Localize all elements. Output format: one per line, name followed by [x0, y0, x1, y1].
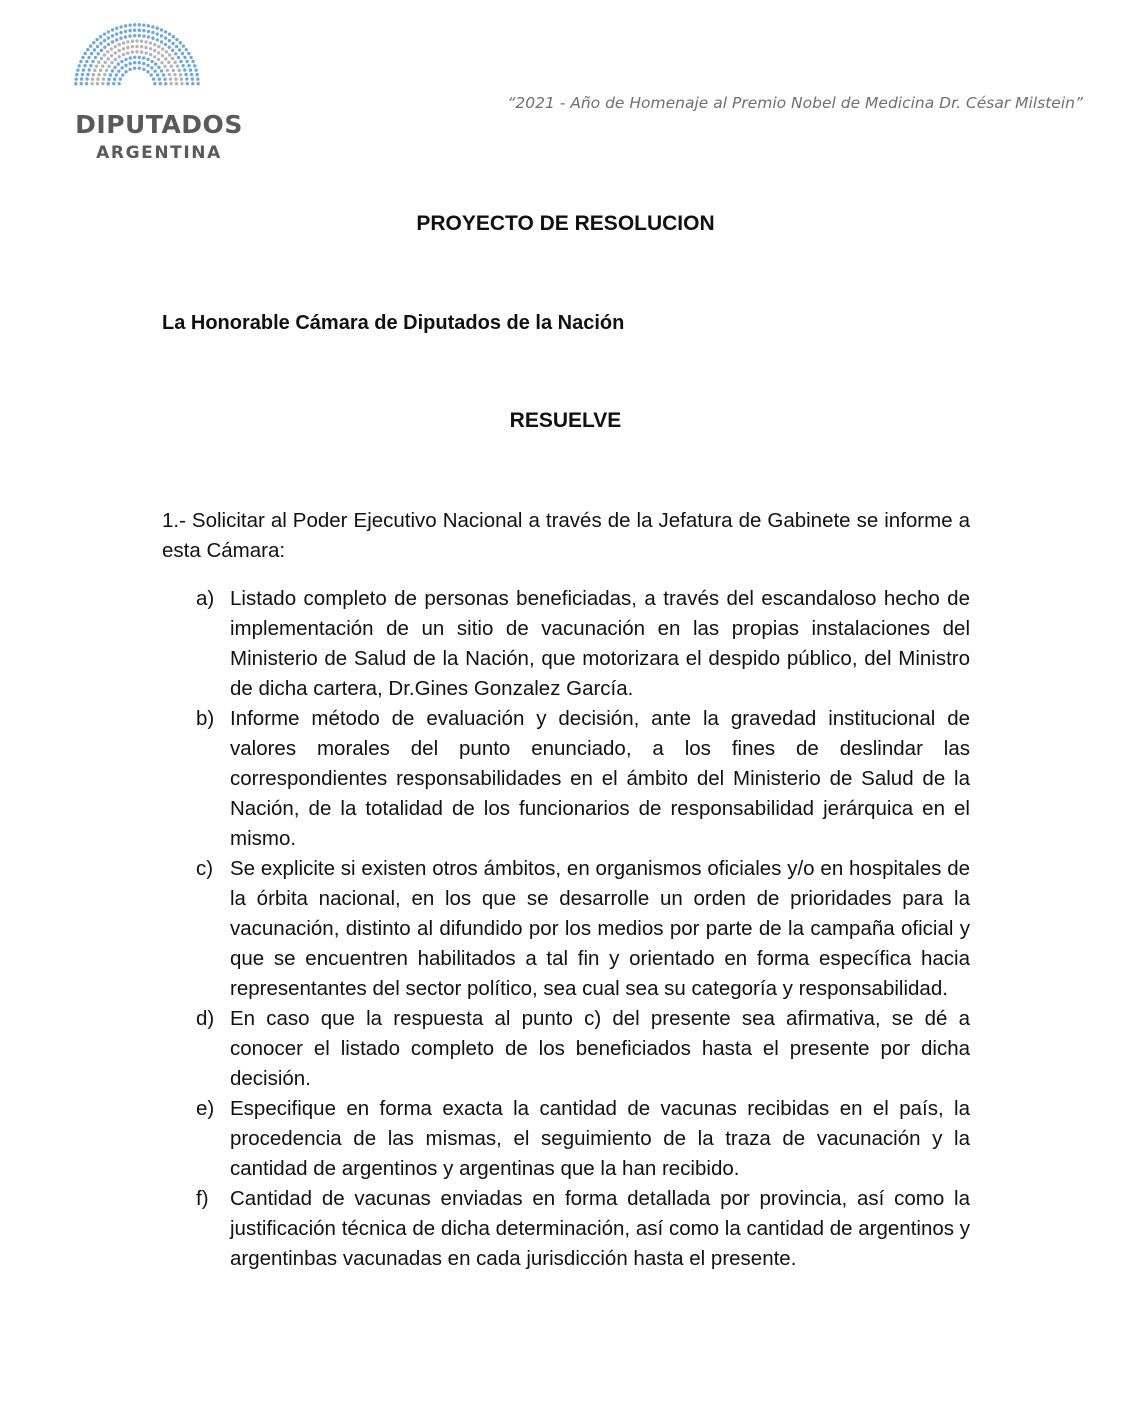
seat-dot [171, 57, 174, 60]
seat-dot [117, 82, 120, 85]
seat-dot [172, 35, 175, 38]
seat-dot [122, 53, 125, 56]
seat-dot [124, 35, 127, 38]
seat-dot [88, 68, 91, 71]
seat-dot [124, 70, 127, 73]
resuelve-heading: RESUELVE [509, 409, 622, 432]
seat-dot [160, 61, 163, 64]
seat-dot [157, 66, 160, 69]
seat-dot [99, 42, 102, 45]
seat-dot [157, 58, 160, 61]
seat-dot [179, 73, 182, 76]
list-item-text: Especifique en forma exacta la cantidad de vacunas recibidas en el país, la procedencia de las mismas, el seguimiento de la traza de vacunación y la cantidad de argentinos y argentinas que la han recibido. [230, 1097, 970, 1180]
seat-dot [178, 48, 181, 51]
seat-dot [106, 50, 109, 53]
seat-dot [189, 56, 192, 59]
seat-dot [158, 78, 161, 81]
seat-dot [174, 77, 177, 80]
seat-dot [80, 82, 83, 85]
seat-dot [95, 64, 98, 67]
seat-dot [83, 52, 86, 55]
seat-dot [138, 34, 141, 37]
seat-dot [172, 69, 175, 72]
seat-dot [111, 28, 114, 31]
seat-dot [99, 69, 102, 72]
seat-dot [119, 25, 122, 28]
document-title: PROYECTO DE RESOLUCION [416, 212, 715, 235]
seat-dot [142, 34, 145, 37]
seat-dot [160, 69, 163, 72]
seat-dot [193, 64, 196, 67]
seat-dot [113, 45, 116, 48]
seat-dot [131, 40, 134, 43]
seat-dot [87, 56, 90, 59]
seat-dot [169, 77, 172, 80]
seat-dot [159, 82, 162, 85]
seat-dot [128, 29, 131, 32]
seat-dot [189, 68, 192, 71]
seat-dot [156, 38, 159, 41]
seat-dot [92, 73, 95, 76]
seat-dot [81, 56, 84, 59]
logo-subtitle: ARGENTINA [96, 143, 222, 163]
seat-dot [164, 57, 167, 60]
seat-dot [142, 68, 145, 71]
seat-dot [183, 68, 186, 71]
seat-dot [181, 64, 184, 67]
seat-dot [80, 77, 83, 80]
seat-dot [164, 30, 167, 33]
list-item [162, 1004, 970, 1094]
seat-dot [152, 77, 155, 80]
seat-dot [135, 39, 138, 42]
seat-dot [96, 82, 99, 85]
seat-dot [156, 73, 159, 76]
seat-dot [138, 56, 141, 59]
seat-dot [135, 45, 138, 48]
seat-dot [124, 64, 127, 67]
seat-dot [133, 23, 136, 26]
seat-dot [117, 69, 120, 72]
list-item-text: Informe método de evaluación y decisión, ante la gravedad institucional de valores morales del punto enunciado, a los fines de deslindar las correspondientes responsabilidades en el ámbito del Ministerio de Salud de la Nación, de la totalidad de los funcionarios de responsabilidad jerárquica en el mismo. [230, 707, 970, 850]
seat-dot [138, 29, 141, 32]
seat-dot [91, 77, 94, 80]
seat-dot [107, 30, 110, 33]
seat-dot [146, 58, 149, 61]
list-item-letter: a) [196, 587, 215, 610]
seat-dot [157, 51, 160, 54]
seat-dot [175, 82, 178, 85]
seat-dot [82, 68, 85, 71]
seat-dot [115, 32, 118, 35]
seat-dot [185, 48, 188, 51]
seat-dot [86, 48, 89, 51]
seat-dot [103, 73, 106, 76]
seat-dot [160, 40, 163, 43]
seat-dot [75, 73, 78, 76]
seat-dot [161, 54, 164, 57]
seat-dot [142, 23, 145, 26]
seat-dot [131, 45, 134, 48]
seat-dot [149, 41, 152, 44]
seat-dot [119, 37, 122, 40]
seat-dot [157, 45, 160, 48]
list-item-text: Listado completo de personas beneficiadas, a través del escandaloso hecho de implementación de un sitio de vacunación en las propias instalaciones del Ministerio de Salud de la Nación, que motorizara el despido público, del Ministro de dicha cartera, Dr.Gines Gonzalez García. [230, 587, 970, 700]
seat-dot [186, 82, 189, 85]
seat-dot [182, 44, 185, 47]
seat-dot [168, 39, 171, 42]
seat-dot [180, 77, 183, 80]
seat-dot [113, 78, 116, 81]
seat-dot [146, 64, 149, 67]
seat-dot [147, 30, 150, 33]
seat-dot [103, 32, 106, 35]
seat-dot [93, 69, 96, 72]
seat-dot [167, 61, 170, 64]
list-item [162, 1184, 970, 1274]
seat-dot [128, 34, 131, 37]
seat-dot [171, 42, 174, 45]
seat-dot [129, 62, 132, 65]
request-list [162, 584, 970, 1274]
list-item-letter: c) [196, 857, 214, 880]
seat-dot [138, 23, 141, 26]
seat-dot [74, 82, 77, 85]
seat-dot [190, 73, 193, 76]
seat-dot [168, 46, 171, 49]
seat-dot [153, 43, 156, 46]
seat-dot [119, 77, 122, 80]
logo-title: DIPUTADOS [75, 110, 243, 139]
seat-dot [149, 47, 152, 50]
seat-dot [113, 66, 116, 69]
seat-dot [122, 41, 125, 44]
seat-dot [99, 35, 102, 38]
seat-dot [196, 77, 199, 80]
seat-dot [187, 64, 190, 67]
seat-dot [86, 73, 89, 76]
seat-dot [104, 61, 107, 64]
seat-dot [161, 47, 164, 50]
seat-dot [164, 36, 167, 39]
seat-dot [126, 40, 129, 43]
seat-dot [101, 65, 104, 68]
seat-dot [76, 68, 79, 71]
seat-dot [138, 61, 141, 64]
seat-dot [165, 50, 168, 53]
seat-dot [74, 77, 77, 80]
seat-dot [163, 65, 166, 68]
seat-dot [138, 66, 141, 69]
seat-dot [147, 35, 150, 38]
year-motto: “2021 - Año de Homenaje al Premio Nobel de Medicina Dr. César Milstein” [507, 94, 1083, 112]
seat-dot [183, 56, 186, 59]
seat-dot [94, 56, 97, 59]
seat-dot [181, 52, 184, 55]
seat-dot [150, 66, 153, 69]
chamber-heading: La Honorable Cámara de Diputados de la Nación [162, 312, 625, 334]
seat-dot [81, 73, 84, 76]
diputados-logo [48, 22, 243, 163]
seat-dot [120, 66, 123, 69]
seat-dot [96, 45, 99, 48]
seat-dot [89, 64, 92, 67]
seat-dot [168, 73, 171, 76]
seat-dot [122, 47, 125, 50]
seat-dot [115, 73, 118, 76]
seat-dot [174, 52, 177, 55]
seat-dot [107, 65, 110, 68]
seat-dot [114, 51, 117, 54]
seat-dot [151, 31, 154, 34]
seat-dot [124, 58, 127, 61]
seat-dot [90, 52, 93, 55]
seat-dot [163, 78, 166, 81]
seat-dot [146, 70, 149, 73]
list-item [162, 584, 970, 704]
seat-dot [97, 52, 100, 55]
seat-dot [103, 53, 106, 56]
seat-dot [100, 49, 103, 52]
seat-dot [150, 60, 153, 63]
seat-dot [128, 68, 131, 71]
list-item-letter: b) [196, 707, 215, 730]
seat-dot [110, 47, 113, 50]
seat-dot [142, 29, 145, 32]
seat-dot [144, 46, 147, 49]
seat-dot [103, 46, 106, 49]
seat-dot [119, 31, 122, 34]
seat-dot [133, 29, 136, 32]
seat-dot [196, 82, 199, 85]
seat-dot [85, 82, 88, 85]
list-item-letter: d) [196, 1007, 215, 1030]
seat-dot [142, 56, 145, 59]
seat-dot [177, 56, 180, 59]
seat-dot [102, 77, 105, 80]
seat-dot [97, 73, 100, 76]
seat-dot [168, 32, 171, 35]
seat-dot [118, 49, 121, 52]
seat-dot [118, 55, 121, 58]
list-item-text: Se explicite si existen otros ámbitos, en organismos oficiales y/o en hospitales de la órbita nacional, en los que se desarrolle un orden de prioridades para la vacunación, distinto al difundido por los medios por parte de la campaña oficial y que se encuentren habilitados a tal fin y orientado en forma específica hacia representantes del sector político, sea cual sea su categoría y responsabilidad. [230, 857, 970, 1000]
seat-dot [97, 61, 100, 64]
seat-dot [180, 82, 183, 85]
seat-dot [111, 34, 114, 37]
list-item-letter: f) [196, 1187, 209, 1210]
seat-dot [118, 43, 121, 46]
seat-dot [170, 65, 173, 68]
seat-dot [79, 60, 82, 63]
seat-dot [111, 69, 114, 72]
seat-dot [101, 82, 104, 85]
seat-dot [156, 32, 159, 35]
seat-dot [160, 28, 163, 31]
seat-dot [114, 58, 117, 61]
seat-dot [153, 55, 156, 58]
seat-dot [147, 24, 150, 27]
seat-dot [131, 50, 134, 53]
hemicycle-icon [72, 22, 202, 90]
seat-dot [179, 60, 182, 63]
seat-dot [121, 73, 124, 76]
seat-dot [160, 34, 163, 37]
seat-dot [107, 78, 110, 81]
seat-dot [153, 82, 156, 85]
seat-dot [112, 82, 115, 85]
seat-dot [162, 73, 165, 76]
seat-dot [128, 23, 131, 26]
seat-dot [153, 49, 156, 52]
seat-dot [100, 57, 103, 60]
seat-dot [191, 82, 194, 85]
seat-dot [151, 25, 154, 28]
seat-dot [145, 51, 148, 54]
seat-dot [194, 68, 197, 71]
seat-dot [83, 64, 86, 67]
intro-paragraph: 1.- Solicitar al Poder Ejecutivo Nacional a través de la Jefatura de Gabinete se informe a esta Cámara: [162, 509, 970, 562]
seat-dot [96, 77, 99, 80]
list-item-letter: e) [196, 1097, 215, 1120]
seat-dot [120, 60, 123, 63]
seat-dot [91, 60, 94, 63]
seat-dot [164, 82, 167, 85]
seat-dot [89, 44, 92, 47]
seat-dot [124, 24, 127, 27]
seat-dot [133, 56, 136, 59]
seat-dot [110, 61, 113, 64]
seat-dot [129, 56, 132, 59]
seat-dot [115, 27, 118, 30]
seat-dot [133, 34, 136, 37]
seat-dot [144, 40, 147, 43]
seat-dot [154, 62, 157, 65]
seat-dot [109, 73, 112, 76]
seat-dot [90, 82, 93, 85]
seat-dot [185, 60, 188, 63]
seat-dot [115, 38, 118, 41]
list-item-text: En caso que la respuesta al punto c) del presente sea afirmativa, se dé a conocer el listado completo de los beneficiados hasta el presente por dicha decisión. [230, 1007, 970, 1090]
seat-dot [191, 60, 194, 63]
seat-dot [107, 57, 110, 60]
seat-dot [140, 45, 143, 48]
seat-dot [92, 41, 95, 44]
seat-dot [153, 69, 156, 72]
seat-dot [185, 77, 188, 80]
seat-dot [195, 73, 198, 76]
seat-dot [117, 62, 120, 65]
seat-dot [107, 82, 110, 85]
seat-dot [140, 50, 143, 53]
seat-dot [176, 64, 179, 67]
list-item [162, 1094, 970, 1184]
seat-dot [126, 51, 129, 54]
seat-dot [175, 45, 178, 48]
seat-dot [191, 77, 194, 80]
seat-dot [85, 60, 88, 63]
list-item [162, 704, 970, 854]
seat-dot [184, 73, 187, 76]
seat-dot [105, 69, 108, 72]
seat-dot [107, 43, 110, 46]
seat-dot [110, 54, 113, 57]
seat-dot [133, 66, 136, 69]
seat-dot [151, 37, 154, 40]
seat-dot [150, 73, 153, 76]
seat-dot [175, 38, 178, 41]
seat-dot [179, 41, 182, 44]
seat-dot [78, 64, 81, 67]
seat-dot [168, 53, 171, 56]
list-item [162, 854, 970, 1004]
seat-dot [133, 61, 136, 64]
seat-dot [178, 69, 181, 72]
seat-dot [126, 46, 129, 49]
seat-dot [187, 52, 190, 55]
seat-dot [156, 27, 159, 30]
seat-dot [93, 48, 96, 51]
seat-dot [95, 38, 98, 41]
seat-dot [164, 43, 167, 46]
seat-dot [124, 30, 127, 33]
seat-dot [166, 69, 169, 72]
seat-dot [171, 49, 174, 52]
seat-dot [107, 36, 110, 39]
seat-dot [140, 40, 143, 43]
seat-dot [169, 82, 172, 85]
list-item-text: Cantidad de vacunas enviadas en forma detallada por provincia, así como la justificación técnica de dicha determinación, así como la cantidad de argentinos y argentinbas vacunadas en cada jurisdicción hasta el presente. [230, 1187, 970, 1270]
seat-dot [103, 39, 106, 42]
seat-dot [111, 40, 114, 43]
seat-dot [173, 61, 176, 64]
seat-dot [85, 77, 88, 80]
seat-dot [142, 62, 145, 65]
seat-dot [149, 53, 152, 56]
seat-dot [173, 73, 176, 76]
seat-dot [135, 50, 138, 53]
